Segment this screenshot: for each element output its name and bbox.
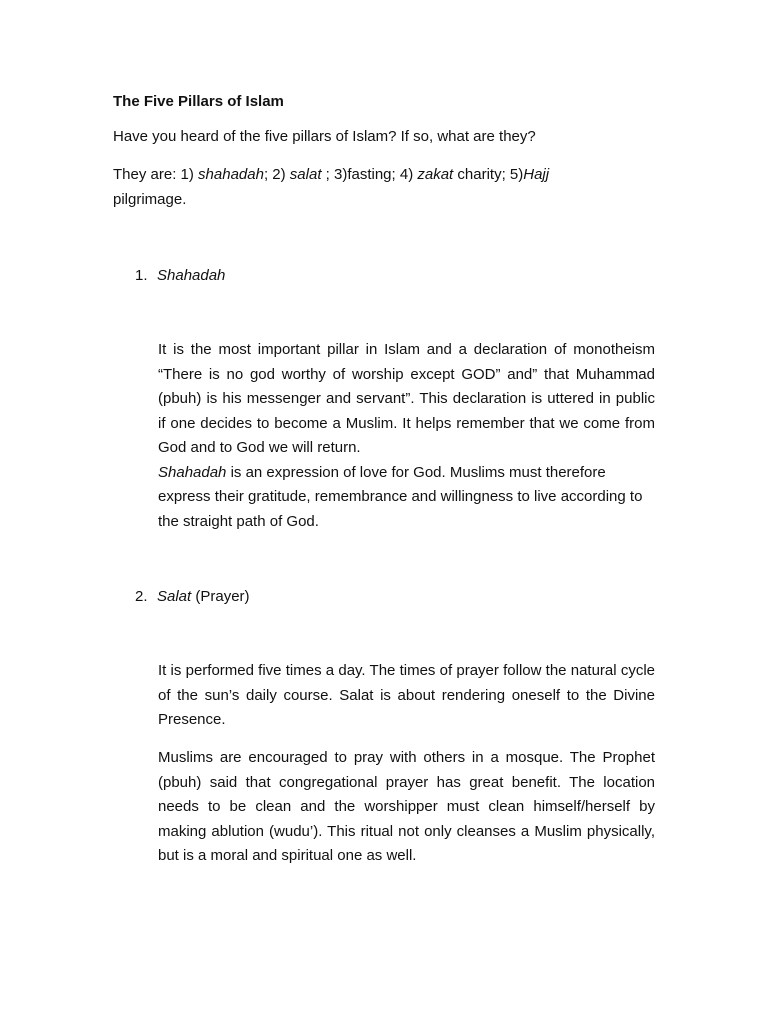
intro-answer <box>113 163 593 212</box>
salat-paragraph-2: Muslims are encouraged to pray with others in a mosque. The Prophet (pbuh) said that congregational prayer has great benefit. The location needs to be clean and the worshipper must clean himself/herself by making ablution (wudu’). This ritual not only cleanses a Muslim physically, but is a moral and spiritual one as well. <box>158 749 655 864</box>
intro-question: Have you heard of the five pillars of Islam? If so, what are they? <box>113 128 536 145</box>
answer-pillar-5: Hajj <box>523 166 550 183</box>
document-title: The Five Pillars of Islam <box>113 93 284 110</box>
paragraph-text: It is the most important pillar in Islam and a declaration of monotheism “There is no god worthy of worship except GOD” and” that Muhammad (pbuh) is his messenger and servant”. This declaration is uttered in public if one decides to become a Muslim. It helps remember that we come from God and to God we will return. <box>158 341 655 456</box>
answer-sep-4: charity; 5) <box>453 166 524 183</box>
answer-sep-2: ; 3)fasting; 4) <box>321 166 418 183</box>
answer-pillar-2: salat <box>289 166 322 183</box>
paragraph-tail-text: is an expression of love for God. Muslims must therefore express their gratitude, remembrance and willingness to live according to the straight path of God. <box>158 463 643 530</box>
shahadah-paragraph <box>158 338 655 534</box>
section-name-suffix: (Prayer) <box>191 588 250 605</box>
answer-suffix: pilgrimage. <box>113 190 187 208</box>
section-name: Shahadah <box>157 267 226 284</box>
paragraph-tail <box>158 461 655 535</box>
section-number: 1. <box>135 267 148 284</box>
section-name: Salat <box>157 588 192 605</box>
section-heading-shahadah <box>135 264 225 289</box>
answer-sep-1: ; 2) <box>263 166 290 183</box>
answer-pillar-1: shahadah <box>198 166 264 183</box>
answer-prefix: They are: 1) <box>113 166 199 183</box>
salat-paragraph-1: It is performed five times a day. The times of prayer follow the natural cycle of the sun’s daily course. Salat is about rendering oneself to the Divine Presence. <box>158 662 655 728</box>
section-heading-salat <box>135 585 250 610</box>
paragraph-italic-term: Shahadah <box>158 463 227 481</box>
section-number: 2. <box>135 588 148 605</box>
answer-pillar-4: zakat <box>417 166 454 183</box>
